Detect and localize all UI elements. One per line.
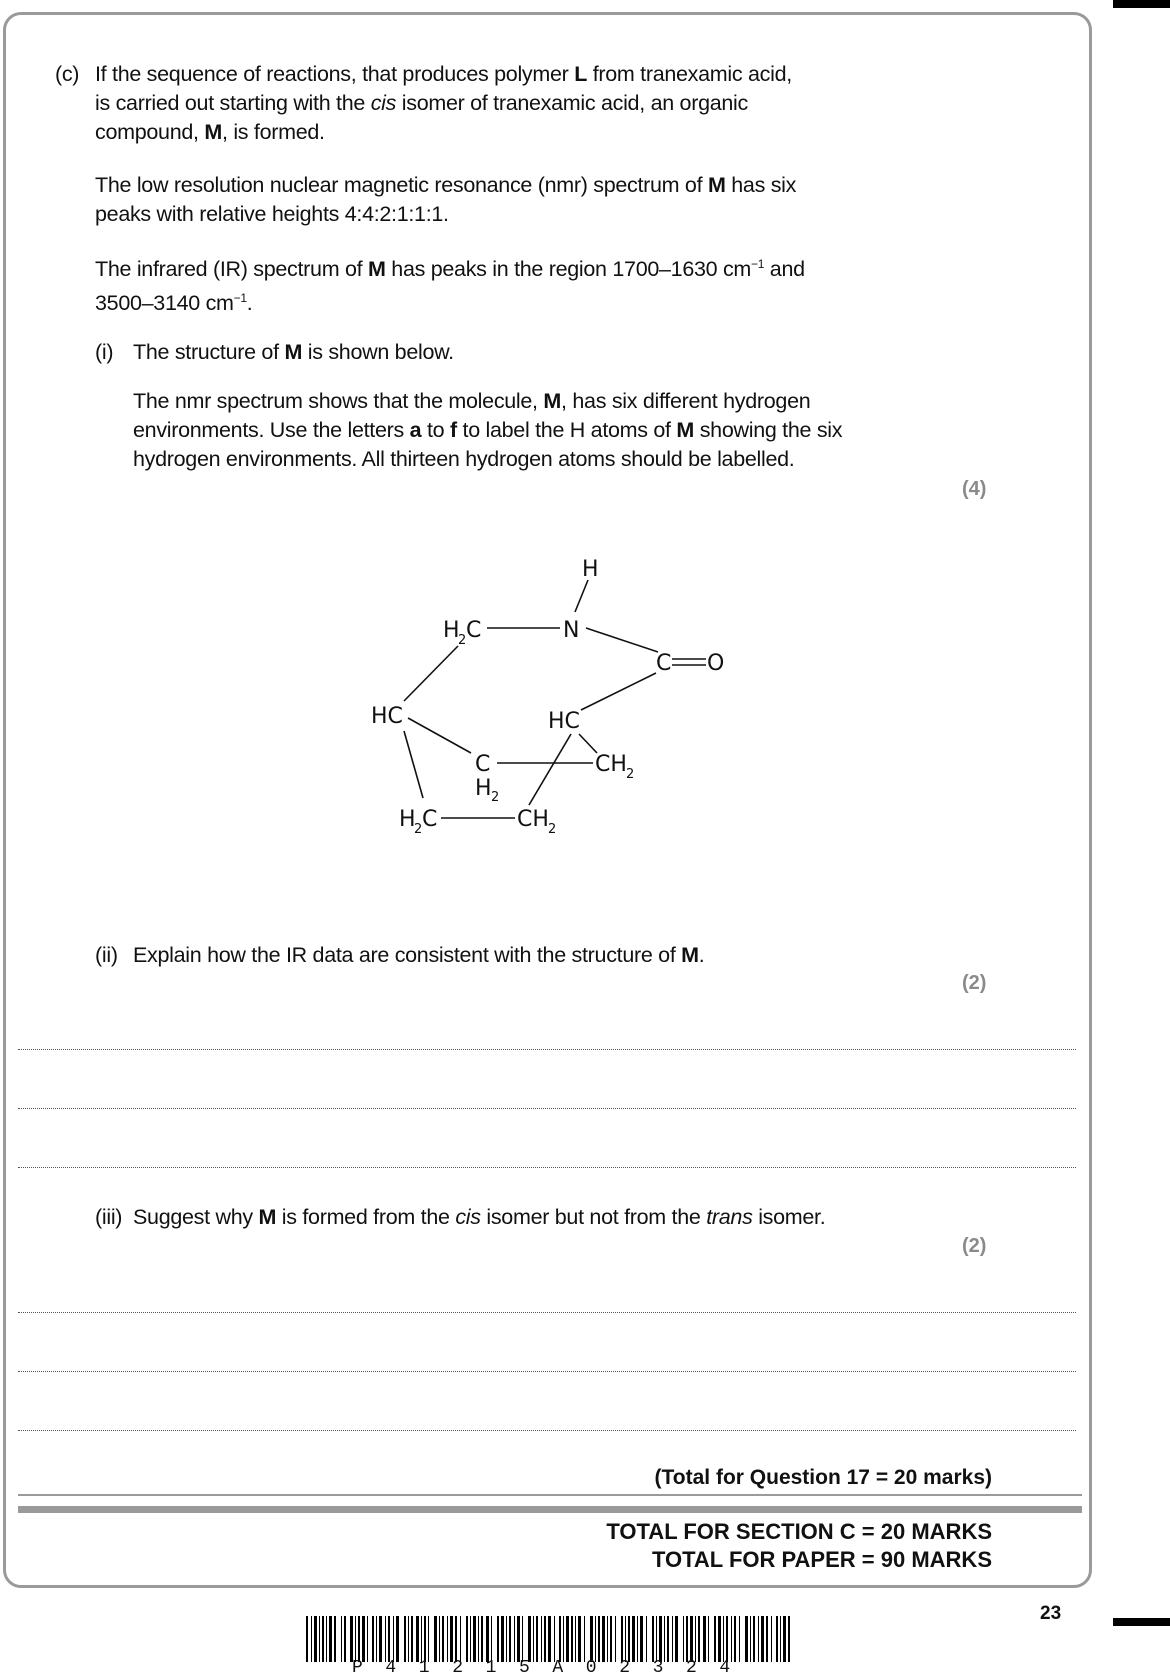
answer-line-ii-2[interactable] (18, 1108, 1076, 1109)
atom-ch2-right-sub: 2 (626, 767, 635, 782)
part-iii-question: Suggest why M is formed from the cis isomer but not from the trans isomer. (133, 1205, 826, 1229)
answer-line-iii-3[interactable] (18, 1430, 1076, 1431)
atom-n: N (563, 618, 580, 643)
part-c-intro: If the sequence of reactions, that produces polymer L from tranexamic acid, is carried out starting with the cis isomer of tranexamic acid, an organic compound, M, is formed. (95, 62, 792, 144)
section-total: TOTAL FOR SECTION C = 20 MARKS (606, 1519, 992, 1544)
bond-lines (404, 580, 706, 818)
part-iii-label: (iii) (95, 1205, 123, 1229)
atom-h2c-bottom-c: C (422, 807, 438, 832)
atom-h2c-top-sub: 2 (458, 633, 467, 648)
page-number: 23 (1040, 1603, 1062, 1624)
answer-line-iii-2[interactable] (18, 1371, 1076, 1372)
part-ii-label: (ii) (95, 943, 118, 967)
atom-ch2-bottom-sub: 2 (548, 822, 557, 837)
answer-line-iii-1[interactable] (18, 1312, 1076, 1313)
atom-c-mid-h: H (475, 776, 492, 801)
divider-thick (18, 1506, 1082, 1513)
atom-h2c-bottom-sub: 2 (414, 822, 423, 837)
paper-total: TOTAL FOR PAPER = 90 MARKS (651, 1547, 992, 1572)
part-i-label: (i) (95, 340, 114, 364)
part-i-instructions: The nmr spectrum shows that the molecule, M, has six different hydrogen environments. Use the letters a to f to label the H atoms of M showing the six hydrogen environments. All thirteen hydrogen atoms should be labelled. (133, 389, 843, 471)
atom-c-mid-sub: 2 (491, 790, 500, 805)
answer-line-ii-1[interactable] (18, 1049, 1076, 1050)
barcode-number: P41215A02324 (352, 1658, 753, 1678)
atom-ch2-right: CH (595, 752, 627, 777)
nmr-description: The low resolution nuclear magnetic resonance (nmr) spectrum of M has six peaks with relative heights 4:4:2:1:1:1. (95, 173, 797, 226)
part-i-stem: The structure of M is shown below. (133, 340, 454, 364)
part-ii-question: Explain how the IR data are consistent with the structure of M. (133, 943, 705, 967)
part-iii-marks: (2) (962, 1235, 987, 1257)
atom-hc-right: HC (548, 709, 580, 734)
part-i-marks: (4) (962, 478, 987, 500)
question-total: (Total for Question 17 = 20 marks) (654, 1466, 992, 1489)
part-c-label: (c) (55, 62, 80, 86)
atom-ch2-bottom: CH (517, 807, 549, 832)
registration-mark-bottom (1113, 1618, 1170, 1626)
part-ii-marks: (2) (962, 972, 987, 994)
atom-h2c-top-h: H (443, 618, 460, 643)
atom-hc-left: HC (371, 704, 403, 729)
divider-thin (18, 1494, 1082, 1496)
atom-c-mid: C (475, 752, 491, 777)
ir-description: The infrared (IR) spectrum of M has peaks in the region 1700–1630 $cm^{-1}$ and 3500–3140 $cm^{-1}$. (95, 257, 805, 316)
atom-h2c-top-c: C (466, 618, 482, 643)
atom-o: O (707, 651, 725, 676)
atom-h2c-bottom-h: H (399, 807, 416, 832)
barcode-icon (306, 1616, 790, 1662)
atom-c-carbonyl: C (656, 651, 672, 676)
atom-h-on-n: H (582, 557, 599, 582)
answer-line-ii-3[interactable] (18, 1167, 1076, 1168)
